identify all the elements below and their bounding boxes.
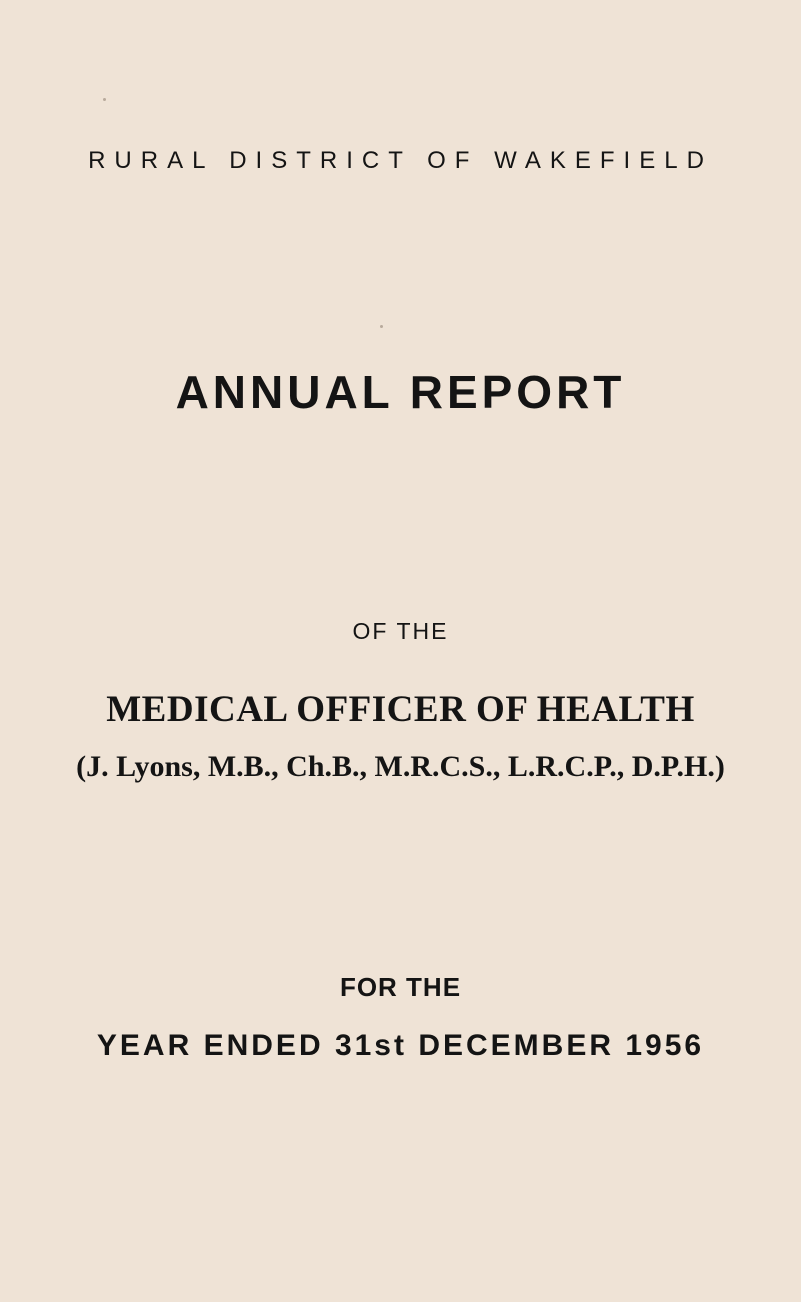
of-the-label: OF THE <box>352 618 449 644</box>
for-the-label: FOR THE <box>339 972 462 1002</box>
paper-speck <box>103 98 106 101</box>
paper-speck <box>380 325 383 328</box>
report-period: YEAR ENDED 31st DECEMBER 1956 <box>96 1029 705 1062</box>
officer-title: MEDICAL OFFICER OF HEALTH <box>106 689 695 730</box>
report-title: ANNUAL REPORT <box>175 366 626 418</box>
officer-qualifications: (J. Lyons, M.B., Ch.B., M.R.C.S., L.R.C.P., D.P.H.) <box>76 750 725 783</box>
district-name: RURAL DISTRICT OF WAKEFIELD <box>88 147 713 174</box>
